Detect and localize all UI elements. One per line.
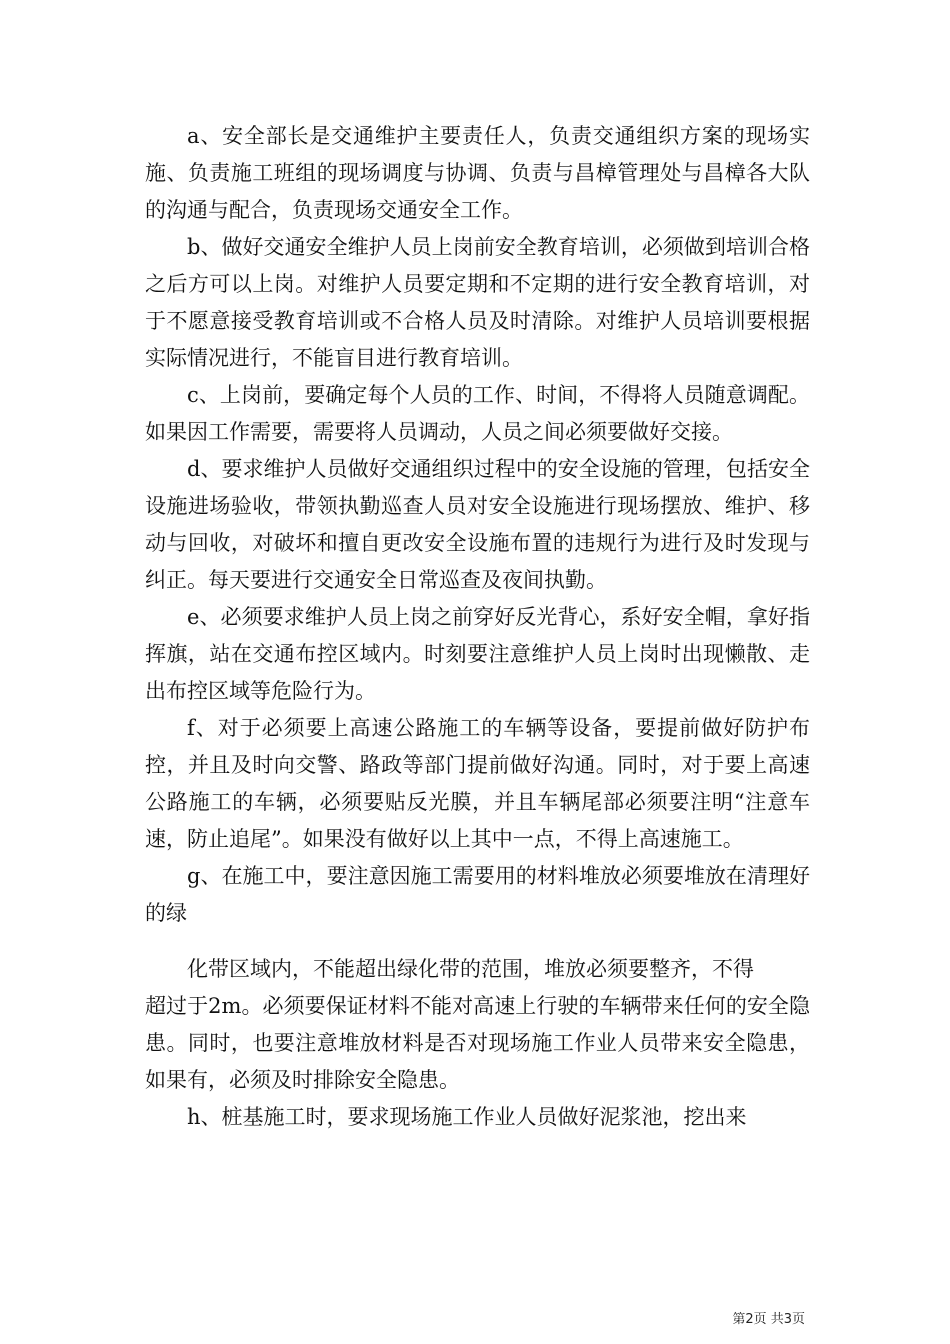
paragraph-b: b、做好交通安全维护人员上岗前安全教育培训，必须做到培训合格之后方可以上岗。对维护人员要定期和不定期的进行安全教育培训，对于不愿意接受教育培训或不合格人员及时清除。对维护人员培训要根据实际情况进行，不能盲目进行教育培训。 bbox=[145, 235, 810, 370]
paragraph-g-continuation: 超过于2m。必须要保证材料不能对高速上行驶的车辆带来任何的安全隐患。同时，也要注意堆放材料是否对现场施工作业人员带来安全隐患，如果有，必须及时排除安全隐患。 bbox=[145, 994, 810, 1092]
paragraph-e: e、必须要求维护人员上岗之前穿好反光背心，系好安全帽，拿好指挥旗，站在交通布控区域内。时刻要注意维护人员上岗时出现懒散、走出布控区域等危险行为。 bbox=[145, 605, 810, 703]
document-body bbox=[145, 118, 810, 1136]
paragraph-f: f、对于必须要上高速公路施工的车辆等设备，要提前做好防护布控，并且及时向交警、路政等部门提前做好沟通。同时，对于要上高速公路施工的车辆，必须要贴反光膜，并且车辆尾部必须要注明“注意车速，防止追尾”。如果没有做好以上其中一点，不得上高速施工。 bbox=[145, 716, 810, 851]
paragraph-a: a、安全部长是交通维护主要责任人，负责交通组织方案的现场实施、负责施工班组的现场调度与协调、负责与昌樟管理处与昌樟各大队的沟通与配合，负责现场交通安全工作。 bbox=[145, 124, 810, 222]
paragraph-c: c、上岗前，要确定每个人员的工作、时间，不得将人员随意调配。如果因工作需要，需要将人员调动，人员之间必须要做好交接。 bbox=[145, 383, 810, 444]
paragraph-h: h、桩基施工时，要求现场施工作业人员做好泥浆池，挖出来 bbox=[187, 1105, 747, 1129]
page-number-footer: 第2页 共3页 bbox=[732, 1312, 805, 1327]
paragraph-d: d、要求维护人员做好交通组织过程中的安全设施的管理，包括安全设施进场验收，带领执勤巡查人员对安全设施进行现场摆放、维护、移动与回收，对破坏和擅自更改安全设施布置的违规行为进行及时发现与纠正。每天要进行交通安全日常巡查及夜间执勤。 bbox=[145, 457, 810, 592]
paragraph-g: g、在施工中，要注意因施工需要用的材料堆放必须要堆放在清理好的绿 bbox=[145, 864, 810, 925]
paragraph-g-continuation-first-line: 化带区域内，不能超出绿化带的范围，堆放必须要整齐，不得 bbox=[187, 957, 754, 981]
